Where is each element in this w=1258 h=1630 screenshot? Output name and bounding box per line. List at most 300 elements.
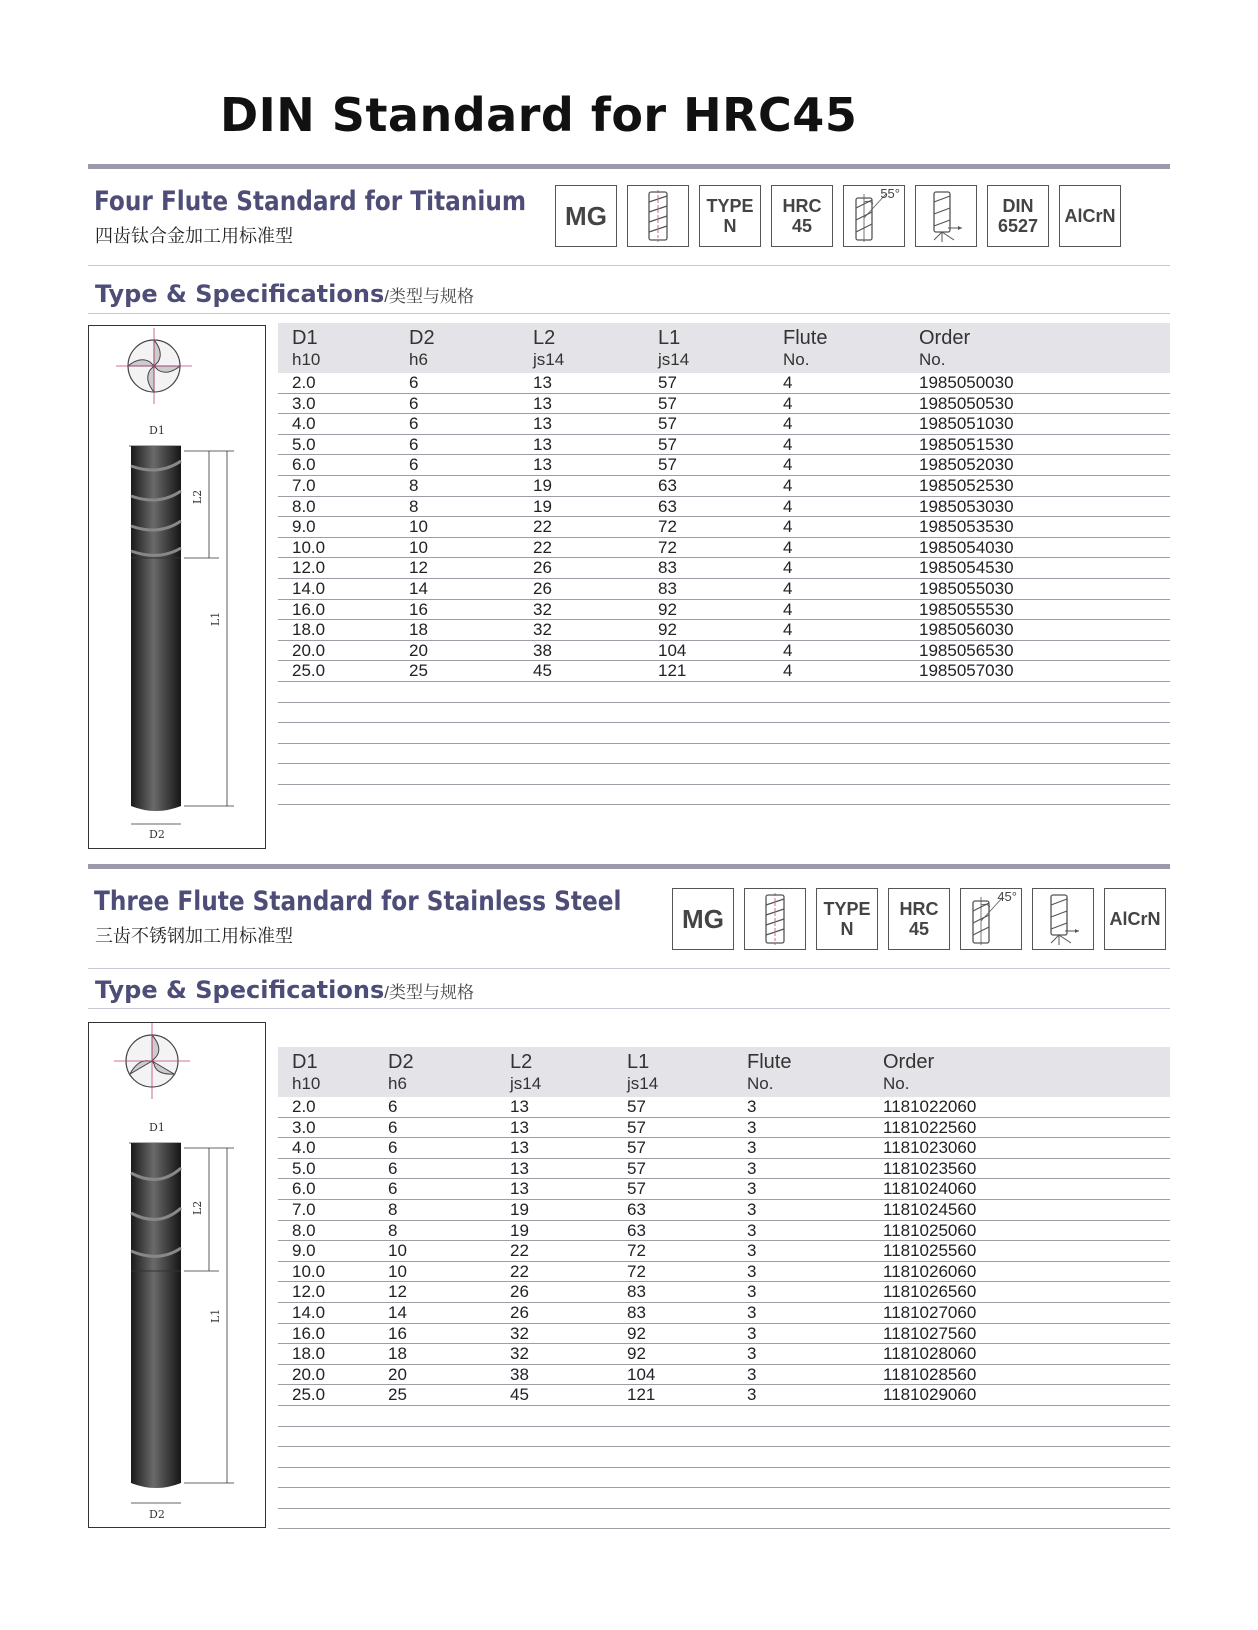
section-title: Three Flute Standard for Stainless Steel: [94, 886, 622, 917]
table-cell: 4: [783, 558, 793, 578]
spec-heading: Type & Specifications/类型与规格: [95, 280, 474, 308]
table-cell: 26: [510, 1282, 529, 1302]
table-cell: 13: [510, 1138, 529, 1158]
table-cell: 7.0: [292, 475, 316, 495]
column-name: D2: [409, 327, 435, 349]
section-subtitle: 三齿不锈钢加工用标准型: [95, 926, 293, 946]
badge-7: [1059, 185, 1121, 247]
table-row: [278, 1179, 1170, 1200]
table-cell: 3: [747, 1199, 757, 1219]
badge-line-2: N: [840, 919, 854, 939]
table-cell: 83: [658, 558, 677, 578]
badge-2: [699, 185, 761, 247]
column-tolerance: No.: [919, 350, 946, 369]
table-cell: 4.0: [292, 414, 316, 434]
l1-label: L1: [209, 1308, 222, 1323]
table-cell: 4: [783, 640, 793, 660]
column-header: [627, 1051, 658, 1095]
table-cell: 3: [747, 1385, 757, 1405]
table-cell: 22: [510, 1241, 529, 1261]
table-cell: 1181026060: [883, 1261, 977, 1281]
table-cell: 10.0: [292, 537, 326, 557]
table-cell: 6: [409, 455, 419, 475]
table-cell: 32: [510, 1323, 529, 1343]
table-cell: 1181027560: [883, 1323, 977, 1343]
table-cell: 63: [627, 1220, 646, 1240]
table-cell: 3: [747, 1323, 757, 1343]
table-cell: 32: [533, 620, 552, 640]
table-row: [278, 435, 1170, 456]
angle-label: 45°: [997, 889, 1017, 904]
table-cell: 83: [627, 1282, 646, 1302]
column-name: L2: [510, 1051, 533, 1073]
table-cell: 16: [409, 599, 428, 619]
badge-6: [1104, 888, 1166, 950]
table-row: [278, 1385, 1170, 1406]
table-cell: 121: [627, 1385, 656, 1405]
table-cell: 4: [783, 496, 793, 516]
cutting-direction-icon: [1035, 891, 1091, 947]
table-row: [278, 517, 1170, 538]
table-cell: 20.0: [292, 640, 326, 660]
badge-line-1: AlCrN: [1109, 909, 1161, 929]
empty-row: [278, 1468, 1170, 1489]
column-name: Flute: [783, 327, 828, 349]
column-name: Order: [883, 1051, 935, 1073]
badge-line-1: AlCrN: [1064, 206, 1116, 226]
table-cell: 19: [510, 1199, 529, 1219]
table-cell: 1985052530: [919, 475, 1014, 495]
table-cell: 16: [388, 1323, 407, 1343]
table-row: [278, 497, 1170, 518]
empty-row: [278, 1488, 1170, 1509]
empty-row: [278, 764, 1170, 785]
table-cell: 4: [783, 620, 793, 640]
table-row: [278, 414, 1170, 435]
badge-line-2: 6527: [997, 216, 1039, 236]
table-cell: 57: [658, 455, 677, 475]
end-mill-icon: [747, 891, 803, 947]
badge-line-2: N: [723, 216, 737, 236]
badge-line-1: MG: [565, 201, 607, 231]
table-cell: 1985055530: [919, 599, 1014, 619]
column-tolerance: No.: [883, 1074, 910, 1093]
tool-drawing: [88, 1022, 266, 1528]
d1-label: D1: [149, 424, 165, 437]
table-cell: 3: [747, 1158, 757, 1178]
table-cell: 72: [658, 517, 677, 537]
table-cell: 16.0: [292, 599, 326, 619]
table-cell: 4: [783, 599, 793, 619]
column-name: D1: [292, 1051, 318, 1073]
table-cell: 8.0: [292, 496, 316, 516]
spec-table: [278, 323, 1170, 805]
table-row: [278, 1324, 1170, 1345]
table-cell: 4: [783, 517, 793, 537]
table-cell: 57: [627, 1117, 646, 1137]
empty-row: [278, 1427, 1170, 1448]
column-header: [919, 327, 970, 371]
table-cell: 92: [658, 599, 677, 619]
badge-4: [960, 888, 1022, 950]
table-cell: 4: [783, 455, 793, 475]
table-cell: 1985051030: [919, 414, 1014, 434]
table-cell: 63: [627, 1199, 646, 1219]
table-cell: 92: [627, 1344, 646, 1364]
table-cell: 14: [409, 578, 428, 598]
section-divider: [88, 864, 1170, 869]
table-cell: 1985051530: [919, 434, 1014, 454]
table-cell: 9.0: [292, 517, 316, 537]
divider-line: [88, 313, 1170, 314]
table-cell: 14.0: [292, 578, 326, 598]
column-name: L1: [627, 1051, 650, 1073]
table-row: [278, 1365, 1170, 1386]
table-cell: 45: [533, 661, 552, 681]
table-cell: 1181029060: [883, 1385, 977, 1405]
table-cell: 10: [388, 1241, 407, 1261]
table-cell: 1985054030: [919, 537, 1014, 557]
table-cell: 26: [510, 1302, 529, 1322]
table-cell: 1985050030: [919, 373, 1014, 392]
table-cell: 3: [747, 1302, 757, 1322]
table-row: [278, 1221, 1170, 1242]
column-tolerance: h6: [409, 350, 428, 369]
empty-row: [278, 1406, 1170, 1427]
table-cell: 13: [533, 373, 552, 392]
table-row: [278, 373, 1170, 394]
table-cell: 72: [658, 537, 677, 557]
table-header: [278, 323, 1170, 373]
table-row: [278, 1262, 1170, 1283]
badge-4: [843, 185, 905, 247]
badge-line-1: HRC: [899, 899, 939, 919]
table-cell: 1985053530: [919, 517, 1014, 537]
column-header: [292, 327, 320, 371]
table-cell: 1181024060: [883, 1179, 977, 1199]
table-cell: 2.0: [292, 1097, 316, 1116]
table-row: [278, 1344, 1170, 1365]
cross-section-icon: [114, 1023, 190, 1099]
table-cell: 57: [658, 414, 677, 434]
table-row: [278, 1159, 1170, 1180]
table-cell: 4: [783, 578, 793, 598]
badge-5: [915, 185, 977, 247]
table-cell: 57: [627, 1158, 646, 1178]
table-row: [278, 1303, 1170, 1324]
table-cell: 1181023560: [883, 1158, 977, 1178]
table-cell: 13: [510, 1097, 529, 1116]
column-tolerance: js14: [658, 350, 690, 369]
end-mill-icon: [630, 188, 686, 244]
empty-row: [278, 785, 1170, 806]
divider-line: [88, 1008, 1170, 1009]
column-tolerance: js14: [510, 1074, 542, 1093]
table-cell: 8.0: [292, 1220, 316, 1240]
table-cell: 18: [388, 1344, 407, 1364]
table-cell: 6: [409, 373, 419, 392]
table-row: [278, 661, 1170, 682]
table-row: [278, 1138, 1170, 1159]
column-header: [658, 327, 689, 371]
table-cell: 7.0: [292, 1199, 316, 1219]
divider-line: [88, 968, 1170, 969]
table-cell: 8: [409, 475, 419, 495]
table-cell: 6.0: [292, 455, 316, 475]
table-row: [278, 476, 1170, 497]
table-cell: 4: [783, 475, 793, 495]
column-name: L2: [533, 327, 556, 349]
table-cell: 1181025060: [883, 1220, 977, 1240]
table-cell: 72: [627, 1241, 646, 1261]
table-cell: 3: [747, 1241, 757, 1261]
table-cell: 12: [409, 558, 428, 578]
table-cell: 3: [747, 1117, 757, 1137]
table-cell: 25: [409, 661, 428, 681]
table-cell: 18.0: [292, 620, 326, 640]
table-cell: 5.0: [292, 434, 316, 454]
divider-line: [88, 265, 1170, 266]
table-cell: 3: [747, 1097, 757, 1116]
table-cell: 1985057030: [919, 661, 1014, 681]
table-row: [278, 538, 1170, 559]
table-cell: 4: [783, 434, 793, 454]
badge-line-1: DIN: [1002, 196, 1034, 216]
d1-label: D1: [149, 1121, 165, 1134]
column-tolerance: js14: [533, 350, 565, 369]
d2-label: D2: [149, 828, 165, 841]
table-cell: 22: [533, 537, 552, 557]
column-header: [533, 327, 564, 371]
badge-1: [744, 888, 806, 950]
table-cell: 1985053030: [919, 496, 1014, 516]
table-cell: 6: [388, 1138, 398, 1158]
table-cell: 4: [783, 661, 793, 681]
table-cell: 1181022560: [883, 1117, 977, 1137]
table-cell: 92: [627, 1323, 646, 1343]
column-tolerance: No.: [747, 1074, 774, 1093]
table-cell: 4: [783, 393, 793, 413]
table-row: [278, 455, 1170, 476]
table-cell: 13: [510, 1179, 529, 1199]
column-tolerance: No.: [783, 350, 810, 369]
table-cell: 1181028560: [883, 1364, 977, 1384]
empty-row: [278, 1447, 1170, 1468]
table-cell: 12.0: [292, 1282, 326, 1302]
table-cell: 25.0: [292, 1385, 326, 1405]
table-cell: 13: [533, 455, 552, 475]
table-cell: 3: [747, 1179, 757, 1199]
section-title: Four Flute Standard for Titanium: [94, 186, 527, 217]
empty-row: [278, 703, 1170, 724]
table-row: [278, 641, 1170, 662]
table-row: [278, 394, 1170, 415]
table-cell: 25: [388, 1385, 407, 1405]
table-cell: 9.0: [292, 1241, 316, 1261]
section-subtitle: 四齿钛合金加工用标准型: [95, 226, 293, 246]
column-header: [783, 327, 827, 371]
table-cell: 104: [658, 640, 687, 660]
table-cell: 1985055030: [919, 578, 1014, 598]
table-cell: 3: [747, 1261, 757, 1281]
badge-6: [987, 185, 1049, 247]
badge-0: [672, 888, 734, 950]
table-cell: 92: [658, 620, 677, 640]
table-cell: 26: [533, 578, 552, 598]
badge-3: [888, 888, 950, 950]
table-cell: 22: [510, 1261, 529, 1281]
table-cell: 18.0: [292, 1344, 326, 1364]
table-cell: 6: [409, 434, 419, 454]
table-cell: 83: [627, 1302, 646, 1322]
end-mill-drawing: [89, 326, 264, 847]
table-row: [278, 1241, 1170, 1262]
column-name: Order: [919, 327, 971, 349]
table-cell: 20: [388, 1364, 407, 1384]
table-cell: 1985050530: [919, 393, 1014, 413]
badge-1: [627, 185, 689, 247]
column-header: [883, 1051, 934, 1095]
table-cell: 1181022060: [883, 1097, 977, 1116]
table-cell: 3: [747, 1138, 757, 1158]
empty-row: [278, 1509, 1170, 1530]
table-cell: 1181023060: [883, 1138, 977, 1158]
table-cell: 57: [658, 434, 677, 454]
table-cell: 57: [658, 393, 677, 413]
l2-label: L2: [191, 489, 204, 504]
table-header: [278, 1047, 1170, 1097]
table-cell: 8: [409, 496, 419, 516]
table-cell: 10: [409, 537, 428, 557]
table-cell: 57: [658, 373, 677, 392]
table-cell: 19: [510, 1220, 529, 1240]
column-header: [747, 1051, 791, 1095]
table-cell: 83: [658, 578, 677, 598]
table-cell: 20: [409, 640, 428, 660]
empty-row: [278, 723, 1170, 744]
table-cell: 18: [409, 620, 428, 640]
table-cell: 32: [510, 1344, 529, 1364]
table-cell: 57: [627, 1138, 646, 1158]
table-cell: 4: [783, 537, 793, 557]
end-mill-drawing: [89, 1023, 264, 1526]
table-cell: 14: [388, 1302, 407, 1322]
table-cell: 6: [388, 1117, 398, 1137]
table-cell: 8: [388, 1199, 398, 1219]
badge-line-1: HRC: [782, 196, 822, 216]
table-row: [278, 558, 1170, 579]
table-cell: 13: [510, 1158, 529, 1178]
spec-heading: Type & Specifications/类型与规格: [95, 976, 474, 1004]
l1-label: L1: [209, 611, 222, 626]
table-cell: 3.0: [292, 1117, 316, 1137]
cutting-direction-icon: [918, 188, 974, 244]
table-cell: 45: [510, 1385, 529, 1405]
table-row: [278, 600, 1170, 621]
column-header: [292, 1051, 320, 1095]
l2-label: L2: [191, 1200, 204, 1215]
column-tolerance: js14: [627, 1074, 659, 1093]
table-cell: 3: [747, 1220, 757, 1240]
table-cell: 1181028060: [883, 1344, 977, 1364]
table-cell: 6: [388, 1097, 398, 1116]
column-header: [510, 1051, 541, 1095]
table-cell: 1181027060: [883, 1302, 977, 1322]
table-cell: 3: [747, 1282, 757, 1302]
table-cell: 13: [533, 434, 552, 454]
d2-label: D2: [149, 1508, 165, 1521]
table-cell: 13: [533, 414, 552, 434]
table-cell: 121: [658, 661, 687, 681]
property-badges: [555, 185, 1121, 247]
empty-row: [278, 682, 1170, 703]
table-cell: 12: [388, 1282, 407, 1302]
table-cell: 6: [388, 1179, 398, 1199]
table-cell: 14.0: [292, 1302, 326, 1322]
badge-line-1: MG: [682, 904, 724, 934]
table-cell: 57: [627, 1179, 646, 1199]
table-cell: 6: [409, 393, 419, 413]
badge-line-2: 45: [908, 919, 930, 939]
table-cell: 1985054530: [919, 558, 1014, 578]
column-name: L1: [658, 327, 681, 349]
column-tolerance: h6: [388, 1074, 407, 1093]
spec-table: [278, 1047, 1170, 1529]
table-row: [278, 1200, 1170, 1221]
column-tolerance: h10: [292, 1074, 321, 1093]
table-cell: 3: [747, 1364, 757, 1384]
property-badges: [672, 888, 1166, 950]
table-cell: 10: [409, 517, 428, 537]
table-cell: 10: [388, 1261, 407, 1281]
table-row: [278, 620, 1170, 641]
table-cell: 19: [533, 496, 552, 516]
table-cell: 32: [533, 599, 552, 619]
table-cell: 6.0: [292, 1179, 316, 1199]
table-cell: 5.0: [292, 1158, 316, 1178]
table-cell: 19: [533, 475, 552, 495]
column-header: [388, 1051, 414, 1095]
table-cell: 3.0: [292, 393, 316, 413]
table-cell: 1181024560: [883, 1199, 977, 1219]
column-header: [409, 327, 435, 371]
table-cell: 1181025560: [883, 1241, 977, 1261]
table-cell: 20.0: [292, 1364, 326, 1384]
table-cell: 13: [510, 1117, 529, 1137]
section-divider: [88, 164, 1170, 169]
badge-line-1: TYPE: [706, 196, 754, 216]
table-cell: 1985056030: [919, 620, 1014, 640]
table-cell: 38: [510, 1364, 529, 1384]
column-name: D2: [388, 1051, 414, 1073]
table-cell: 6: [388, 1158, 398, 1178]
table-cell: 10.0: [292, 1261, 326, 1281]
table-cell: 104: [627, 1364, 656, 1384]
table-cell: 1985056530: [919, 640, 1014, 660]
column-name: Flute: [747, 1051, 792, 1073]
badge-line-2: 45: [791, 216, 813, 236]
badge-3: [771, 185, 833, 247]
table-cell: 4: [783, 373, 793, 392]
table-cell: 63: [658, 475, 677, 495]
table-cell: 6: [409, 414, 419, 434]
table-cell: 63: [658, 496, 677, 516]
table-cell: 26: [533, 558, 552, 578]
table-cell: 13: [533, 393, 552, 413]
table-cell: 38: [533, 640, 552, 660]
table-cell: 1985052030: [919, 455, 1014, 475]
table-cell: 8: [388, 1220, 398, 1240]
